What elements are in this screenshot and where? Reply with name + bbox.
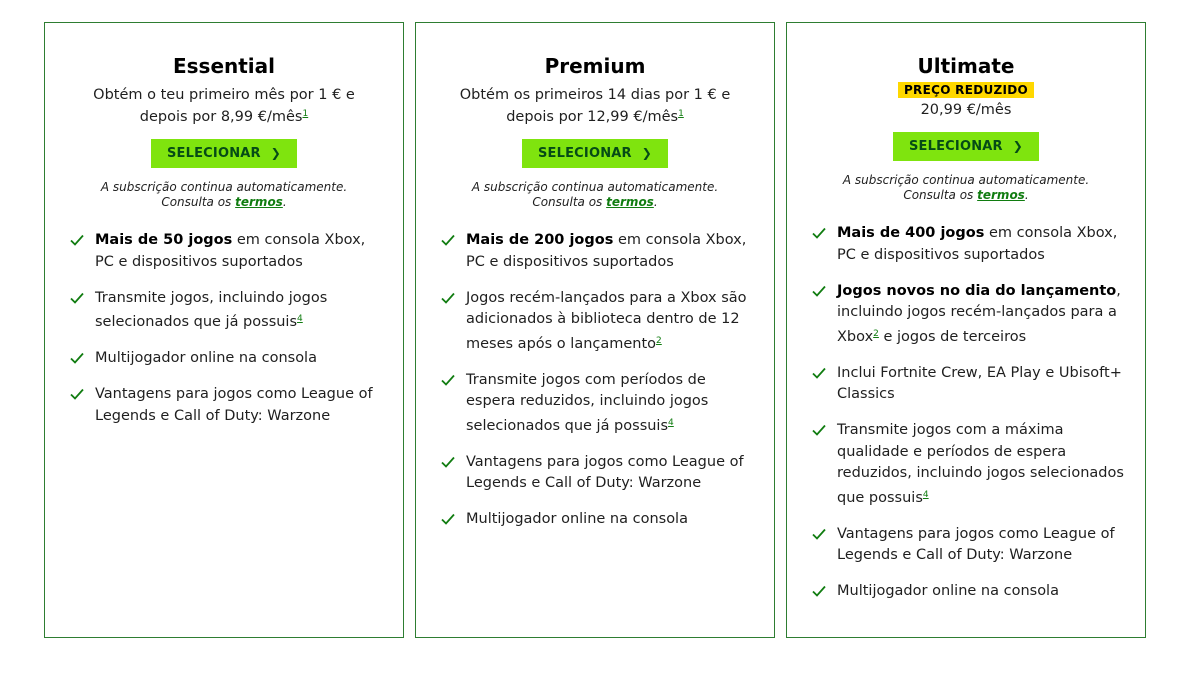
plan-title: Ultimate xyxy=(917,54,1015,78)
plan-header xyxy=(45,23,403,210)
feature-bold: Mais de 200 jogos xyxy=(466,232,614,248)
check-icon xyxy=(812,424,826,436)
price-footnote-link[interactable]: 1 xyxy=(678,109,684,119)
check-icon xyxy=(70,234,84,246)
plan-header xyxy=(787,23,1145,203)
check-icon xyxy=(441,292,455,304)
terms-link[interactable]: termos xyxy=(235,195,283,209)
subscription-note xyxy=(416,180,774,210)
feature-item xyxy=(440,230,754,273)
feature-list xyxy=(45,230,403,427)
price-text: Obtém o teu primeiro mês por 1 € e depois por 8,99 €/mês xyxy=(93,87,355,125)
feature-text: Multijogador online na consola xyxy=(466,511,688,527)
check-icon xyxy=(812,367,826,379)
select-button-label: SELECIONAR xyxy=(908,139,1003,154)
check-icon xyxy=(812,585,826,597)
subscription-note xyxy=(787,173,1145,203)
feature-item xyxy=(811,363,1125,406)
feature-item xyxy=(811,420,1125,509)
chevron-right-icon: ❯ xyxy=(270,146,282,160)
note-prefix: Consulta os xyxy=(903,188,974,202)
plan-price xyxy=(442,86,748,127)
select-button-label: SELECIONAR xyxy=(537,146,632,161)
note-suffix: . xyxy=(653,195,658,209)
feature-text: Multijogador online na consola xyxy=(837,583,1059,599)
feature-text: Inclui Fortnite Crew, EA Play e Ubisoft+ Classics xyxy=(837,364,1122,402)
note-prefix: Consulta os xyxy=(161,195,232,209)
plan-card-premium xyxy=(415,22,775,638)
check-icon xyxy=(441,456,455,468)
feature-item xyxy=(69,348,383,370)
feature-item xyxy=(69,288,383,334)
feature-footnote-link[interactable]: 4 xyxy=(297,314,303,324)
feature-item xyxy=(69,230,383,273)
feature-text: Vantagens para jogos como League of Legends e Call of Duty: Warzone xyxy=(466,453,744,491)
note-line: A subscrição continua automaticamente. xyxy=(471,180,719,194)
check-icon xyxy=(70,352,84,364)
select-button[interactable] xyxy=(151,139,297,168)
select-button[interactable] xyxy=(893,132,1039,161)
check-icon xyxy=(812,285,826,297)
feature-item xyxy=(69,384,383,427)
plan-title: Essential xyxy=(172,54,276,78)
feature-text: Transmite jogos com a máxima qualidade e períodos de espera reduzidos, incluindo jogos selecionados que possuis xyxy=(837,422,1124,506)
feature-item xyxy=(440,452,754,495)
terms-link[interactable]: termos xyxy=(977,188,1025,202)
feature-footnote-link[interactable]: 4 xyxy=(668,417,674,428)
note-prefix: Consulta os xyxy=(532,195,603,209)
feature-footnote-link[interactable]: 2 xyxy=(656,335,662,346)
subscription-note xyxy=(45,180,403,210)
feature-text: Transmite jogos com períodos de espera reduzidos, incluindo jogos selecionados que já possuis xyxy=(466,371,709,434)
note-suffix: . xyxy=(282,195,287,209)
chevron-right-icon: ❯ xyxy=(1012,139,1024,153)
feature-item xyxy=(811,281,1125,349)
terms-link[interactable]: termos xyxy=(606,195,654,209)
feature-text-after: e jogos de terceiros xyxy=(878,328,1027,345)
plan-title: Premium xyxy=(544,54,646,78)
plan-cards xyxy=(44,22,1146,638)
feature-item xyxy=(811,223,1125,266)
check-icon xyxy=(441,234,455,246)
price-footnote-link[interactable]: 1 xyxy=(302,109,309,119)
note-line: A subscrição continua automaticamente. xyxy=(842,173,1090,187)
select-button-label: SELECIONAR xyxy=(166,146,261,161)
note-suffix: . xyxy=(1024,188,1029,202)
feature-text: em consola Xbox, PC e dispositivos suportados xyxy=(837,225,1118,263)
plan-card-ultimate xyxy=(786,22,1146,638)
feature-text: Vantagens para jogos como League of Legends e Call of Duty: Warzone xyxy=(95,386,373,424)
plan-price xyxy=(813,101,1119,120)
feature-footnote-link[interactable]: 2 xyxy=(873,328,879,339)
feature-text: em consola Xbox, PC e dispositivos suportados xyxy=(466,232,747,270)
feature-text: , incluindo jogos recém-lançados para a Xbox xyxy=(837,282,1121,345)
check-icon xyxy=(812,528,826,540)
feature-item xyxy=(440,370,754,438)
feature-text: em consola Xbox, PC e dispositivos suportados xyxy=(95,232,366,270)
feature-item xyxy=(811,524,1125,567)
select-button[interactable] xyxy=(522,139,668,168)
check-icon xyxy=(441,513,455,525)
plan-card-essential xyxy=(44,22,404,638)
feature-bold: Mais de 400 jogos xyxy=(837,225,985,241)
feature-list xyxy=(416,230,774,531)
note-line: A subscrição continua automaticamente. xyxy=(100,180,348,194)
chevron-right-icon: ❯ xyxy=(641,146,653,160)
feature-item xyxy=(440,288,754,356)
feature-text: Jogos recém-lançados para a Xbox são adicionados à biblioteca dentro de 12 meses após o lançamento xyxy=(466,289,747,352)
feature-footnote-link[interactable]: 4 xyxy=(922,489,929,500)
feature-text: Vantagens para jogos como League of Legends e Call of Duty: Warzone xyxy=(837,525,1115,563)
feature-text: Multijogador online na consola xyxy=(95,350,317,366)
price-text: 20,99 €/mês xyxy=(920,102,1012,118)
discount-badge: PREÇO REDUZIDO xyxy=(898,82,1034,98)
feature-list xyxy=(787,223,1145,603)
plan-header xyxy=(416,23,774,210)
feature-bold: Mais de 50 jogos xyxy=(95,232,233,248)
check-icon xyxy=(812,227,826,239)
check-icon xyxy=(70,388,84,400)
feature-item xyxy=(811,581,1125,603)
plan-price xyxy=(71,86,377,127)
check-icon xyxy=(70,292,84,304)
check-icon xyxy=(441,374,455,386)
price-text: Obtém os primeiros 14 dias por 1 € e depois por 12,99 €/mês xyxy=(459,87,731,125)
feature-item xyxy=(440,509,754,531)
feature-bold: Jogos novos no dia do lançamento xyxy=(837,282,1117,299)
feature-text: Transmite jogos, incluindo jogos selecionados que já possuis xyxy=(95,289,328,330)
